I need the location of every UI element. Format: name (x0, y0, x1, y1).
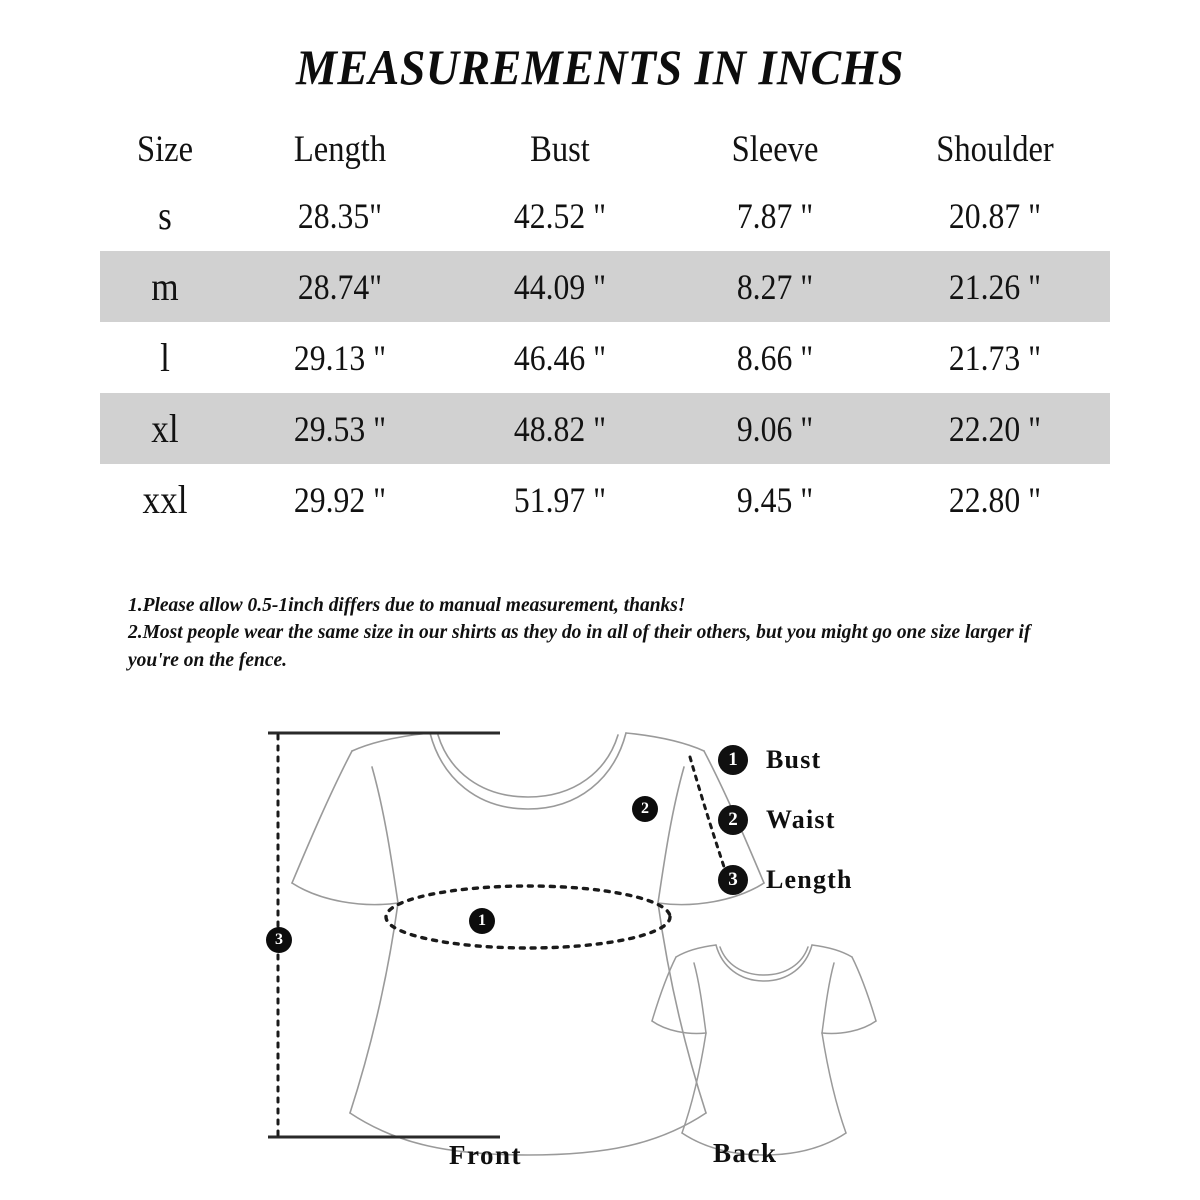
back-body-left-side (682, 1033, 706, 1133)
column-header-size: Size (136, 128, 194, 170)
column-header-bust: Bust (530, 128, 590, 170)
front-left-sleeve-outer (292, 751, 352, 883)
cell-sleeve: 9.06 " (683, 393, 868, 464)
legend-item-length (718, 850, 978, 910)
back-left-underarm-seam (694, 963, 706, 1033)
legend-item-bust (718, 730, 978, 790)
legend-badge-1-icon: 1 (718, 745, 748, 775)
cell-shoulder: 22.80 " (948, 479, 1042, 520)
cell-sleeve: 7.87 " (736, 195, 814, 236)
measurement-legend (718, 730, 978, 910)
cell-shoulder: 20.87 " (948, 195, 1042, 236)
table-row (100, 251, 1110, 322)
cell-shoulder: 22.20 " (894, 393, 1096, 464)
front-right-shoulder (626, 733, 704, 751)
cell-size: xxl (142, 477, 188, 522)
cell-length: 28.35" (297, 195, 383, 236)
column-header-length: Length (293, 128, 387, 170)
table-row (100, 322, 1110, 393)
front-hem (350, 1113, 706, 1155)
cell-bust: 46.46 " (513, 337, 607, 378)
diagram-marker-waist-icon: 2 (632, 796, 658, 822)
cell-shoulder: 21.73 " (948, 337, 1042, 378)
front-right-underarm-seam (658, 767, 684, 903)
legend-label-waist: Waist (766, 805, 836, 834)
front-body-left-side (350, 903, 398, 1113)
cell-size: xl (108, 393, 222, 464)
front-left-underarm-seam (372, 767, 398, 903)
legend-badge-3-icon: 3 (718, 865, 748, 895)
cell-length: 29.13 " (293, 337, 387, 378)
back-shirt-illustration (652, 945, 876, 1155)
bust-measure-ellipse (386, 886, 670, 948)
cell-shoulder: 21.26 " (894, 251, 1096, 322)
measurements-table (100, 118, 1110, 535)
garment-diagram-svg (0, 705, 1200, 1200)
column-header-shoulder: Shoulder (936, 128, 1054, 170)
legend-label-length: Length (766, 865, 853, 894)
legend-badge-2-icon: 2 (718, 805, 748, 835)
diagram-marker-length-icon: 3 (266, 927, 292, 953)
cell-size: m (108, 251, 222, 322)
back-body-right-side (822, 1033, 846, 1133)
column-header-sleeve: Sleeve (731, 128, 819, 170)
front-shirt-illustration (292, 733, 764, 1155)
front-view-caption: Front (449, 1140, 522, 1170)
garment-diagram (0, 705, 1200, 1200)
back-right-sleeve-outer (852, 957, 876, 1021)
cell-length: 29.53 " (243, 393, 437, 464)
front-left-sleeve-hem (292, 883, 398, 905)
legend-label-bust: Bust (766, 745, 822, 774)
table-row (100, 180, 1110, 251)
measurements-table-container (100, 118, 1110, 535)
notes-block (128, 592, 1040, 674)
back-right-underarm-seam (822, 963, 834, 1033)
cell-bust: 48.82 " (463, 393, 657, 464)
cell-bust: 51.97 " (513, 479, 607, 520)
note-line-1: 1.Please allow 0.5-1inch differs due to manual measurement, thanks! (128, 594, 686, 616)
page-title: MEASUREMENTS IN INCHS (296, 39, 904, 95)
cell-sleeve: 8.27 " (683, 251, 868, 322)
cell-sleeve: 9.45 " (736, 479, 814, 520)
table-header-row (100, 118, 1110, 180)
back-right-shoulder (812, 945, 852, 957)
front-left-shoulder (352, 733, 430, 751)
table-row (100, 393, 1110, 464)
back-view-caption: Back (713, 1138, 778, 1168)
cell-bust: 42.52 " (513, 195, 607, 236)
cell-sleeve: 8.66 " (736, 337, 814, 378)
cell-length: 29.92 " (293, 479, 387, 520)
back-left-sleeve-hem (652, 1021, 706, 1034)
table-body (100, 180, 1110, 535)
cell-length: 28.74" (243, 251, 437, 322)
table-row (100, 464, 1110, 535)
back-right-sleeve-hem (822, 1021, 876, 1034)
cell-size: s (158, 193, 172, 238)
note-line-2: 2.Most people wear the same size in our shirts as they do in all of their others, but you might go one size larger if you're on the fence. (128, 621, 1031, 671)
cell-size: l (160, 335, 170, 380)
front-body-right-side (658, 903, 706, 1113)
cell-bust: 44.09 " (463, 251, 657, 322)
table-header (100, 118, 1110, 180)
back-left-shoulder (676, 945, 716, 957)
diagram-marker-bust-icon: 1 (469, 908, 495, 934)
legend-item-waist (718, 790, 978, 850)
